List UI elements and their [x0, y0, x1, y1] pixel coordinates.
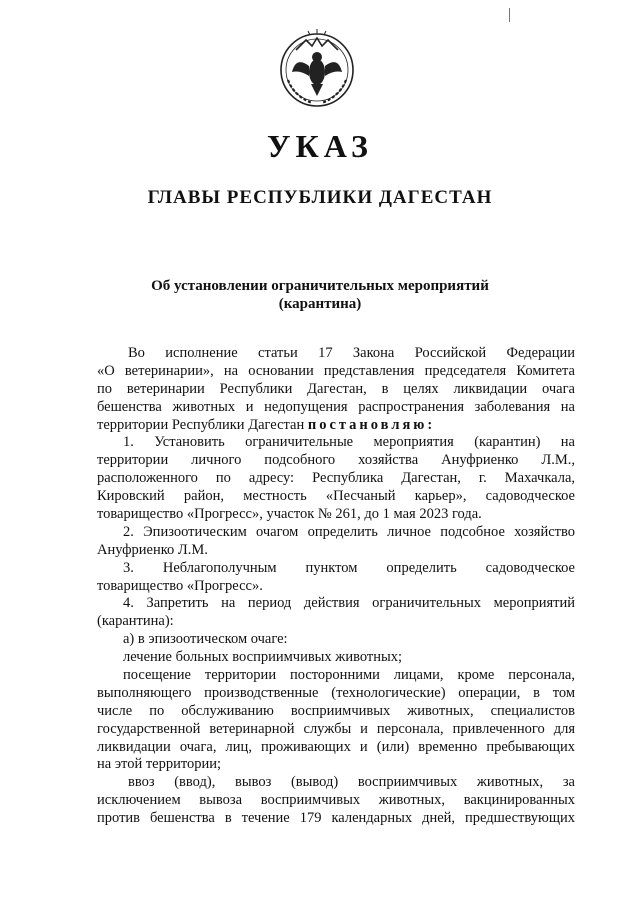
body-line: 2. Эпизоотическим очагом определить личное подсобное хозяйство: [123, 523, 575, 540]
body-line: посещение территории посторонними лицами, кроме персонала,: [123, 667, 575, 684]
decree-title: УКАЗ: [267, 128, 373, 164]
body-line: государственной ветеринарной службы и персонала, привлеченного для: [97, 720, 575, 737]
body-line: против бешенства в течение 179 календарных дней, предшествующих: [97, 810, 575, 827]
body-line: Кировский район, местность «Песчаный карьер», садоводческое: [97, 488, 575, 505]
body-line: Ануфриенко Л.М.: [97, 541, 208, 558]
body-line: бешенства животных и недопущения распространения заболевания на: [97, 398, 575, 415]
body-line: расположенного по адресу: Республика Дагестан, г. Махачкала,: [97, 470, 575, 487]
body-line: на этой территории;: [97, 756, 222, 773]
decree-body: [97, 345, 575, 828]
body-line: а) в эпизоотическом очаге:: [123, 631, 288, 648]
body-line: товарищество «Прогресс».: [97, 577, 263, 594]
body-line: исключением вывоза восприимчивых животных, вакцинированных: [97, 792, 575, 809]
body-line: ликвидации очага, лиц, проживающих и (или) временно пребывающих: [97, 738, 575, 755]
body-line: товарищество «Прогресс», участок № 261, до 1 мая 2023 года.: [97, 506, 482, 523]
body-line: Во исполнение статьи 17 Закона Российской Федерации: [128, 345, 575, 361]
body-line: ввоз (ввод), вывоз (вывод) восприимчивых животных, за: [128, 774, 575, 791]
decree-keyword: постановляю:: [307, 416, 436, 433]
body-line: «О ветеринарии», на основании представления председателя Комитета: [97, 362, 575, 379]
scan-mark: [509, 8, 510, 22]
body-line: территории личного подсобного хозяйства Ануфриенко Л.М.,: [97, 452, 575, 469]
heading-line-2: (карантина): [278, 296, 362, 312]
body-line: выполняющего производственные (технологические) операции, в том: [97, 684, 575, 701]
body-line: 4. Запретить на период действия ограничительных мероприятий: [123, 595, 575, 612]
body-line: (карантина):: [97, 613, 174, 630]
body-line-text: территории Республики Дагестан: [97, 416, 305, 433]
issuer-subtitle: ГЛАВЫ РЕСПУБЛИКИ ДАГЕСТАН: [147, 187, 493, 208]
body-line: 1. Установить ограничительные мероприятия (карантин) на: [123, 434, 575, 451]
heading-line-1: Об установлении ограничительных мероприятий: [151, 278, 489, 294]
body-line: [97, 417, 575, 435]
body-line: 3. Неблагополучным пунктом определить садоводческое: [123, 559, 575, 576]
body-line: лечение больных восприимчивых животных;: [123, 649, 402, 666]
decree-heading: [0, 277, 640, 313]
coat-of-arms-emblem: [272, 26, 362, 110]
body-line: по ветеринарии Республики Дагестан, в целях ликвидации очага: [97, 380, 575, 397]
body-line: числе по обслуживанию восприимчивых животных, специалистов: [97, 702, 575, 719]
